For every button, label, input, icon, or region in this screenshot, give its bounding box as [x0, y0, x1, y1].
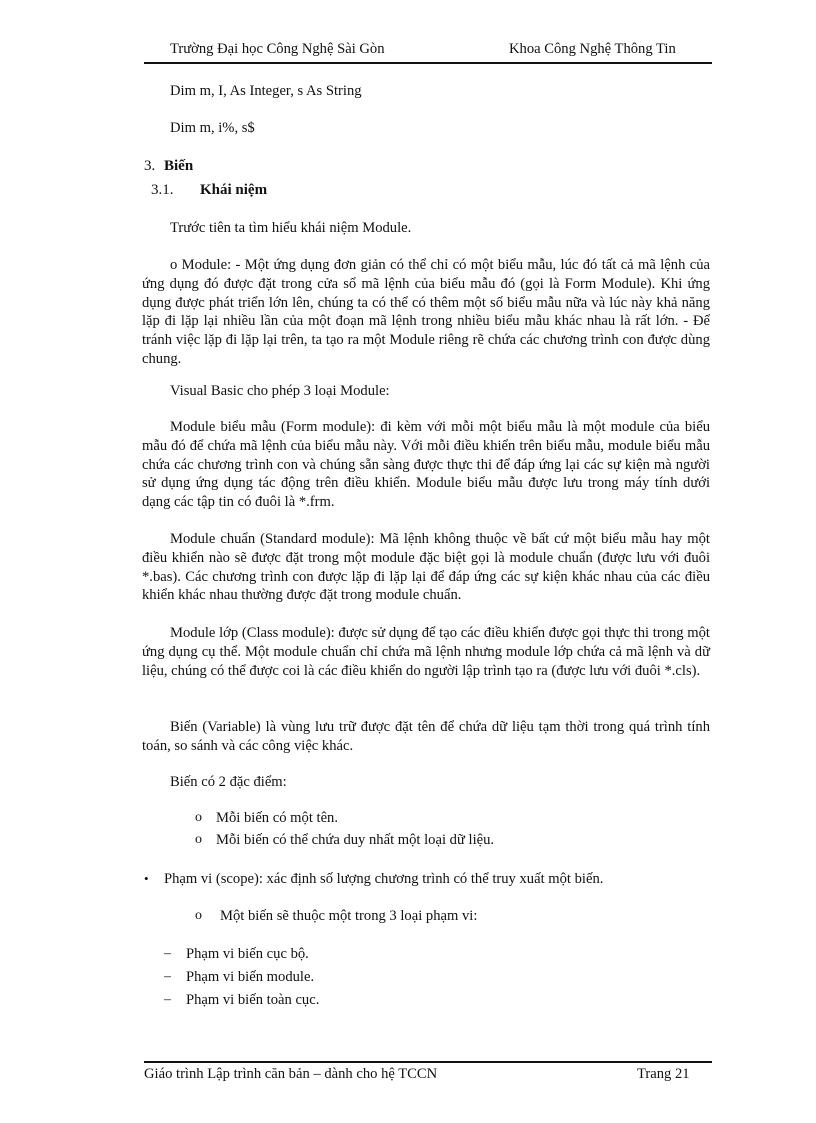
header-rule: [144, 62, 712, 64]
class-module-paragraph: Module lớp (Class module): được sử dụng để tạo các điều khiển được gọi thực thi trong một ứng dụng cụ thể. Một module chuẩn chỉ chứa mã lệnh nhưng module lớp chứa cả mã lệnh và dữ liệu, chúng có thể được coi là các điều khiển do người lập trình tạo ra (được lưu với đuôi *.cls).: [142, 625, 710, 679]
page-header: [0, 0, 816, 66]
code-line-1: Dim m, I, As Integer, s As String: [170, 83, 362, 99]
circle-bullet-icon: o: [195, 908, 202, 923]
circle-bullet-icon: o: [195, 832, 202, 847]
intro-paragraph: Trước tiên ta tìm hiểu khái niệm Module.: [170, 220, 412, 236]
footer-page-number: Trang 21: [637, 1066, 690, 1082]
form-module-paragraph: Module biểu mẫu (Form module): đi kèm với mỗi một biểu mẫu là một module của biểu mẫu đó để chứa mã lệnh của biểu mẫu này. Với mỗi điều khiển trên biểu mẫu, module biểu mẫu chứa các chương trình con và chúng sẵn sàng được thực thi để đáp ứng lại các sự kiện mà người sử dụng ứng dụng tác động trên điều khiển. Module biểu mẫu được lưu trong máy tính dưới dạng các tập tin có đuôi là *.frm.: [142, 419, 710, 511]
subsection-title: Khái niệm: [200, 182, 268, 198]
header-school: Trường Đại học Công Nghệ Sài Gòn: [170, 41, 385, 57]
dash-bullet-icon: –: [164, 969, 171, 984]
variable-definition-paragraph: Biến (Variable) là vùng lưu trữ được đặt tên để chứa dữ liệu tạm thời trong quá trình tính toán, so sánh và các công việc khác.: [142, 719, 710, 754]
footer-course-title: Giáo trình Lập trình căn bản – dành cho hệ TCCN: [144, 1066, 438, 1082]
subsection-number: 3.1.: [151, 182, 174, 198]
variable-traits-paragraph: Biến có 2 đặc điểm:: [170, 774, 287, 790]
scope-bullet-text: Phạm vi (scope): xác định số lượng chương trình có thể truy xuất một biến.: [164, 871, 604, 887]
scope-sub-text: Một biến sẽ thuộc một trong 3 loại phạm vi:: [220, 908, 478, 924]
module-definition-paragraph: o Module: - Một ứng dụng đơn giản có thể chỉ có một biểu mẫu, lúc đó tất cả mã lệnh của ứng dụng đó được đặt trong cửa sổ mã lệnh của biểu mẫu đó (gọi là Form Module). Khi ứng dụng được phát triển lớn lên, chúng ta có thể có thêm một số biểu mẫu nữa và lúc này khả năng lặp đi lặp lại nhiều lần của một đoạn mã lệnh trong nhiều biểu mẫu khác nhau là rất lớn. - Để tránh việc lặp đi lặp lại trên, ta tạo ra một Module riêng rẽ chứa các chương trình con được dùng chung.: [142, 257, 710, 367]
scope-item-text: Phạm vi biến toàn cục.: [186, 992, 320, 1008]
vb-types-paragraph: Visual Basic cho phép 3 loại Module:: [170, 383, 390, 399]
header-faculty: Khoa Công Nghệ Thông Tin: [509, 41, 676, 57]
scope-item-text: Phạm vi biến module.: [186, 969, 315, 985]
code-line-2: Dim m, i%, s$: [170, 120, 255, 136]
section-number: 3.: [144, 158, 156, 174]
footer-rule: [144, 1061, 712, 1063]
dash-bullet-icon: –: [164, 946, 171, 961]
standard-module-paragraph: Module chuẩn (Standard module): Mã lệnh không thuộc về bất cứ một biểu mẫu hay một điều khiển nào sẽ được đặt trong một module đặc biệt gọi là module chuẩn (được lưu với đuôi *.bas). Các chương trình con được lặp đi lặp lại để đáp ứng các sự kiện khác nhau của các điều khiển khác nhau thường được đặt trong module chuẩn.: [142, 531, 710, 604]
section-title: Biến: [164, 158, 194, 174]
dot-bullet-icon: •: [144, 871, 149, 886]
trait-text: Mỗi biến có thể chứa duy nhất một loại dữ liệu.: [216, 832, 495, 848]
circle-bullet-icon: o: [195, 810, 202, 825]
dash-bullet-icon: –: [164, 992, 171, 1007]
trait-text: Mỗi biến có một tên.: [216, 810, 339, 826]
scope-item-text: Phạm vi biến cục bộ.: [186, 946, 309, 962]
